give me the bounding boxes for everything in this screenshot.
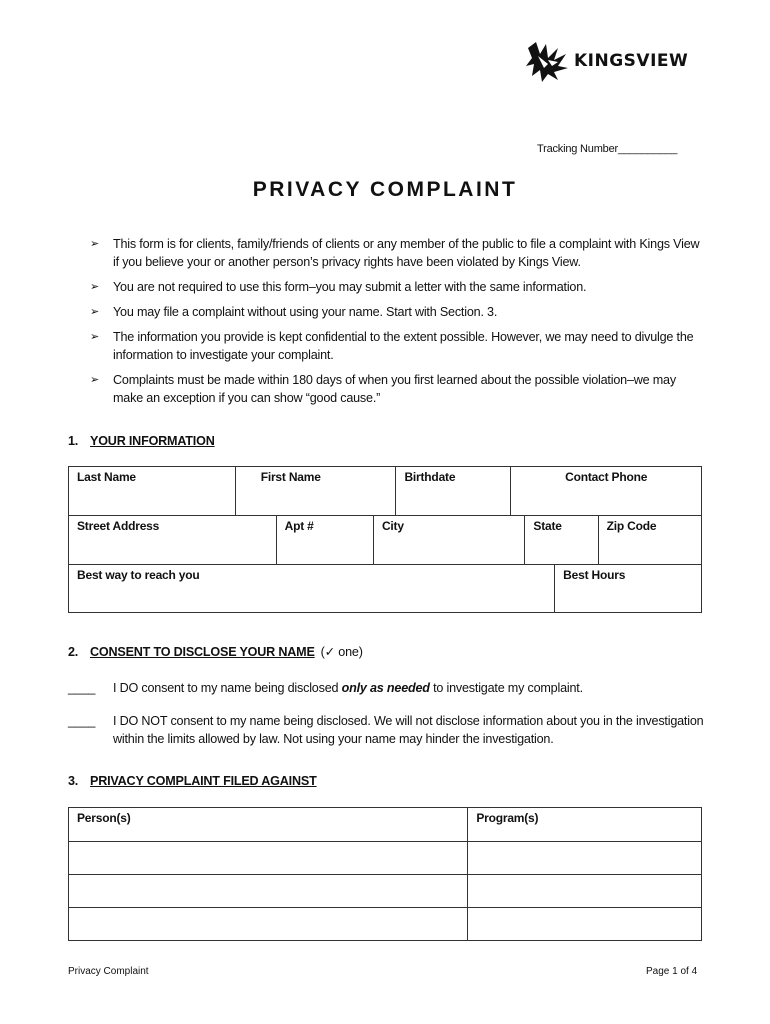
- bullet-item: ➢ The information you provide is kept confidential to the extent possible. However, we may need to divulge the information to investigate your complaint.: [90, 330, 694, 362]
- program-entry-cell[interactable]: [468, 875, 702, 908]
- arrow-bullet-icon: ➢: [90, 280, 100, 293]
- program-entry-cell[interactable]: [468, 908, 702, 941]
- person-entry-cell[interactable]: [69, 875, 468, 908]
- last-name-field[interactable]: Last Name: [69, 467, 236, 516]
- section2-heading: 2. CONSENT TO DISCLOSE YOUR NAME (✓ one): [68, 645, 363, 659]
- arrow-bullet-icon: ➢: [90, 330, 100, 343]
- consent-option-yes: ____ I DO consent to my name being disclosed only as needed to investigate my complaint.: [68, 681, 583, 695]
- person-entry-cell[interactable]: [69, 842, 468, 875]
- persons-header: Person(s): [69, 808, 468, 842]
- kingsview-bird-icon: [524, 38, 570, 84]
- consent-yes-blank[interactable]: ____: [68, 681, 96, 695]
- bullet-item: ➢ Complaints must be made within 180 days of when you first learned about the possible violation–we may make an exception if you can show “good cause.”: [90, 373, 676, 405]
- street-address-field[interactable]: Street Address: [69, 516, 277, 565]
- program-entry-cell[interactable]: [468, 842, 702, 875]
- best-way-to-reach-field[interactable]: Best way to reach you: [69, 565, 555, 613]
- first-name-field[interactable]: First Name: [235, 467, 396, 516]
- intro-bullet-list: [90, 235, 700, 414]
- apt-field[interactable]: Apt #: [276, 516, 373, 565]
- page-title: PRIVACY COMPLAINT: [252, 178, 518, 201]
- contact-preference-table: [68, 564, 702, 613]
- section1-heading: 1. YOUR INFORMATION: [68, 434, 215, 448]
- section3-heading: 3. PRIVACY COMPLAINT FILED AGAINST: [68, 774, 317, 788]
- address-table: [68, 515, 702, 565]
- tracking-number: Tracking Number__________: [537, 143, 678, 155]
- brand-name: KINGSVIEW: [574, 51, 689, 71]
- person-entry-cell[interactable]: [69, 908, 468, 941]
- bullet-item: ➢ You may file a complaint without using your name. Start with Section. 3.: [90, 305, 498, 319]
- contact-phone-field[interactable]: Contact Phone: [511, 467, 702, 516]
- bullet-item: ➢ You are not required to use this form–you may submit a letter with the same information.: [90, 280, 587, 294]
- city-field[interactable]: City: [373, 516, 524, 565]
- your-information-table: [68, 466, 702, 516]
- arrow-bullet-icon: ➢: [90, 237, 100, 250]
- arrow-bullet-icon: ➢: [90, 373, 100, 386]
- consent-no-blank[interactable]: ____: [68, 714, 96, 728]
- footer-page-number: Page 1 of 4: [646, 966, 698, 977]
- zip-code-field[interactable]: Zip Code: [598, 516, 701, 565]
- birthdate-field[interactable]: Birthdate: [396, 467, 511, 516]
- programs-header: Program(s): [468, 808, 702, 842]
- arrow-bullet-icon: ➢: [90, 305, 100, 318]
- complaint-against-table: [68, 807, 702, 941]
- bullet-item: ➢ This form is for clients, family/friends of clients or any member of the public to file a complaint with Kings View if you believe your or another person’s privacy rights have been violated by Kings View.: [90, 237, 700, 269]
- best-hours-field[interactable]: Best Hours: [555, 565, 702, 613]
- state-field[interactable]: State: [525, 516, 598, 565]
- consent-option-no: ____ I DO NOT consent to my name being disclosed. We will not disclose information about you in the investigation within the limits allowed by law. Not using your name may hinder the investigation.: [68, 714, 704, 746]
- kingsview-logo: [524, 38, 688, 84]
- footer-document-name: Privacy Complaint: [68, 966, 149, 977]
